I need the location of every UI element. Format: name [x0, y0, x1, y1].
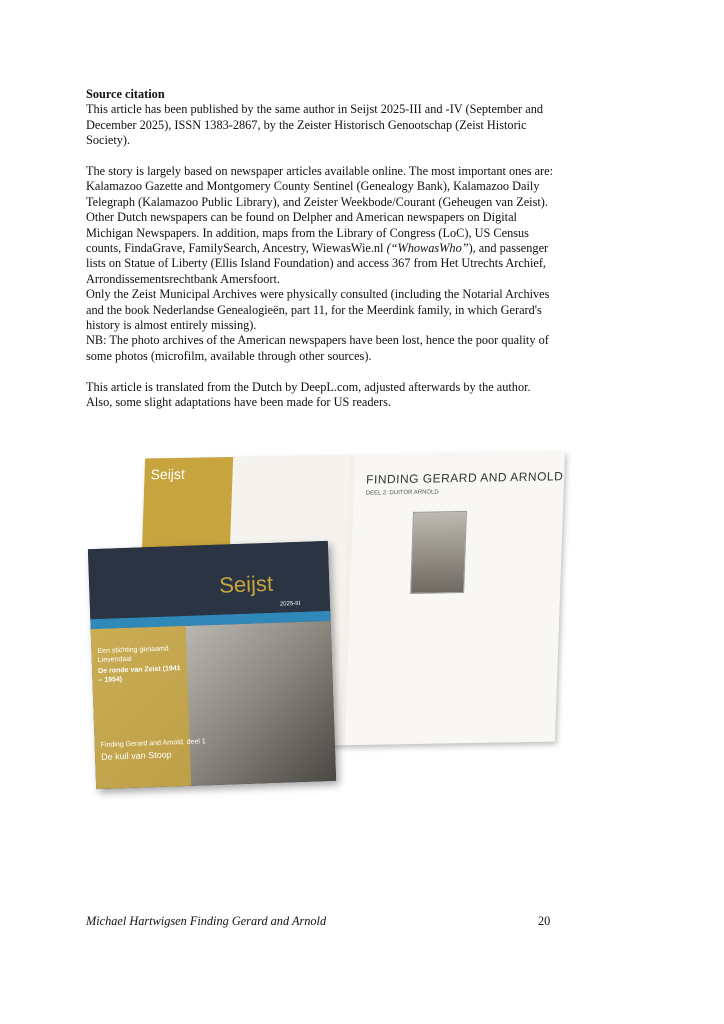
cover-issue: 2025-III: [279, 600, 301, 608]
open-magazine-subtitle: DEEL 2: DUITOR ARNOLD: [365, 489, 439, 497]
cover-text-3: Finding Gerard and Arnold, deel 1: [100, 738, 206, 749]
open-magazine-right-page: [345, 451, 565, 745]
portrait-photo: [410, 511, 467, 594]
archives-paragraph: Only the Zeist Municipal Archives were physically consulted (including the Notarial Archives and the book Nederlandse Genealogieën, part 11, for the Meerdink family, in which Gerard's history is almost entirely missing).: [86, 287, 550, 333]
cover-text-2: De ronde van Zeist (1941 – 1954): [98, 665, 181, 684]
page-footer-author-title: Michael Hartwigsen Finding Gerard and Arnold: [86, 914, 327, 928]
article-body: [86, 87, 556, 411]
page-number: 20: [538, 914, 551, 928]
magazine-photo: [80, 445, 564, 785]
sources-text-part2: ), and passenger lists on Statue of Liberty (Ellis Island Foundation) and access 367 from Het Utrechts Archief, Arrondissementsrechtbank Amersfoort.: [86, 241, 549, 286]
cover-text-4: De kuil van Stoop: [100, 749, 172, 762]
sources-text-part1: The story is largely based on newspaper articles available online. The most important ones are: Kalamazoo Gazette and Montgomery County Sentinel (Genealogy Bank), Kalamazoo Daily Telegraph (Kalamazoo Public Library), and Zeister Weekbode/Courant (Geheugen van Zeist). Other Dutch newspapers can be found on Delpher and American newspapers on Digital Michigan Newspapers. In addition, maps from the Library of Congress (LoC), US Census counts, FindaGrave, FamilySearch, Ancestry, WiewasWie.nl: [86, 164, 554, 256]
cover-title: Seijst: [218, 570, 274, 598]
translation-paragraph: This article is translated from the Dutch by DeepL.com, adjusted afterwards by the author. Also, some slight adaptations have been made for US readers.: [86, 379, 531, 410]
open-magazine-title: FINDING GERARD AND ARNOLD: [365, 469, 564, 487]
open-magazine-brand: Seijst: [142, 457, 233, 549]
sources-paragraph: [86, 164, 556, 287]
section-heading: Source citation: [86, 87, 165, 101]
nb-paragraph: NB: The photo archives of the American newspapers have been lost, hence the poor quality of some photos (microfilm, available through other sources).: [86, 333, 549, 363]
cover-text-1: Een stichting genaamd Lievendaal: [97, 645, 169, 664]
citation-paragraph: This article has been published by the same author in Seijst 2025-III and -IV (September and December 2025), ISSN 1383-2867, by the Zeister Historisch Genootschap (Zeist Historic Society).: [86, 102, 544, 148]
sources-text-italic: (“WhowasWho”: [386, 241, 469, 256]
magazine-cover: [88, 541, 336, 789]
